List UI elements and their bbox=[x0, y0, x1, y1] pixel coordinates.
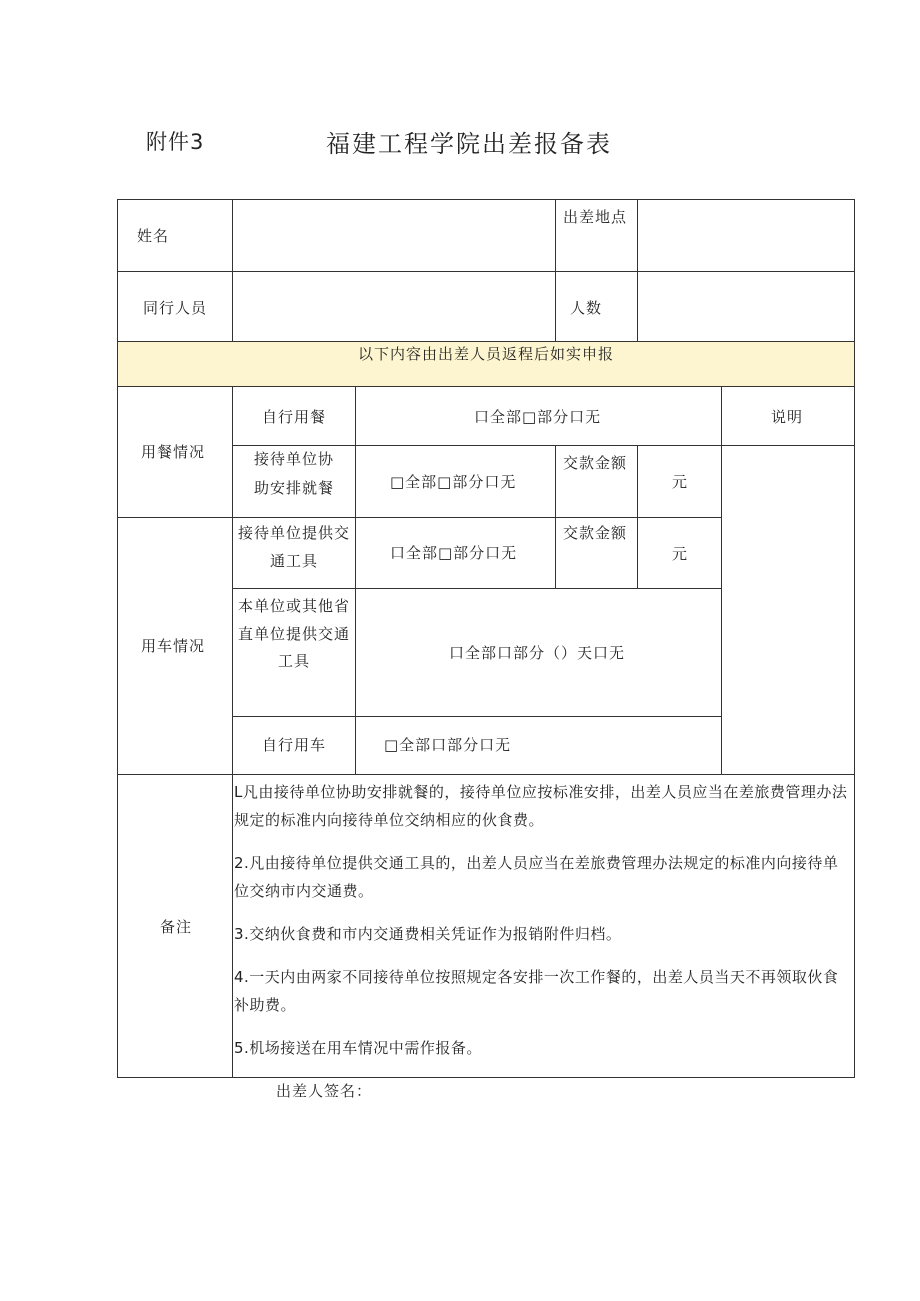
companions-field[interactable] bbox=[233, 272, 555, 341]
note-item: 3.交纳伙食费和市内交通费相关凭证作为报销附件归档。 bbox=[234, 925, 622, 943]
self-meals-options[interactable]: 口全部□部分口无 bbox=[474, 408, 602, 426]
meal-payment-unit: 元 bbox=[672, 473, 689, 491]
grid-line bbox=[117, 1077, 855, 1078]
grid-line bbox=[233, 716, 721, 717]
count-label: 人数 bbox=[570, 299, 603, 317]
explain-label: 说明 bbox=[771, 408, 804, 426]
grid-line bbox=[233, 588, 721, 589]
attachment-number: 附件3 bbox=[146, 130, 205, 154]
unit-transport-label-line3: 工具 bbox=[277, 652, 310, 670]
note-item: 5.机场接送在用车情况中需作报备。 bbox=[234, 1039, 482, 1057]
vehicle-label: 用车情况 bbox=[141, 637, 206, 655]
grid-line bbox=[555, 199, 556, 342]
signature-label: 出差人签名： bbox=[276, 1082, 373, 1100]
count-field[interactable] bbox=[638, 272, 854, 341]
report-banner: 以下内容由出差人员返程后如实申报 bbox=[357, 345, 614, 363]
location-label: 出差地点 bbox=[563, 208, 628, 226]
host-transport-label-line1: 接待单位提供交 bbox=[237, 524, 350, 542]
grid-line bbox=[117, 774, 855, 775]
transport-payment-unit: 元 bbox=[672, 545, 689, 563]
host-meals-label-line1: 接待单位协 bbox=[253, 450, 334, 468]
note-item: L凡由接待单位协助安排就餐的，接待单位应按标准安排，出差人员应当在差旅费管理办法规定的标准内向接待单位交纳相应的伙食费。 bbox=[234, 783, 848, 829]
unit-transport-label-line2: 直单位提供交通 bbox=[237, 625, 350, 643]
grid-line bbox=[117, 517, 721, 518]
meal-payment-label: 交款金额 bbox=[563, 454, 628, 472]
grid-line bbox=[117, 386, 855, 387]
remarks-notes bbox=[234, 778, 848, 1077]
location-field[interactable] bbox=[638, 200, 854, 271]
host-meals-options[interactable]: □全部□部分口无 bbox=[390, 473, 517, 491]
grid-line bbox=[355, 386, 356, 775]
remarks-label: 备注 bbox=[160, 918, 193, 936]
transport-payment-label: 交款金额 bbox=[563, 524, 628, 542]
form-title: 福建工程学院出差报备表 bbox=[326, 130, 612, 158]
grid-line bbox=[637, 445, 638, 589]
host-meals-label-line2: 助安排就餐 bbox=[253, 479, 334, 497]
grid-line bbox=[117, 199, 118, 1078]
unit-transport-options[interactable]: 口全部口部分（）天口无 bbox=[449, 644, 626, 662]
explain-field[interactable] bbox=[722, 446, 854, 774]
self-meals-label: 自行用餐 bbox=[262, 408, 327, 426]
grid-line bbox=[555, 445, 556, 589]
name-field[interactable] bbox=[233, 200, 555, 271]
meals-label: 用餐情况 bbox=[141, 443, 206, 461]
grid-line bbox=[854, 199, 855, 1078]
name-label: 姓名 bbox=[137, 227, 170, 245]
self-car-options[interactable]: □全部口部分口无 bbox=[384, 736, 512, 754]
self-car-label: 自行用车 bbox=[262, 736, 327, 754]
host-transport-label-line2: 通工具 bbox=[269, 552, 318, 570]
note-item: 4.一天内由两家不同接待单位按照规定各安排一次工作餐的，出差人员当天不再领取伙食补助费。 bbox=[234, 968, 839, 1014]
host-transport-options[interactable]: 口全部□部分口无 bbox=[390, 544, 518, 562]
companions-label: 同行人员 bbox=[143, 299, 208, 317]
note-item: 2.凡由接待单位提供交通工具的，出差人员应当在差旅费管理办法规定的标准内向接待单位交纳市内交通费。 bbox=[234, 854, 839, 900]
unit-transport-label-line1: 本单位或其他省 bbox=[237, 597, 350, 615]
